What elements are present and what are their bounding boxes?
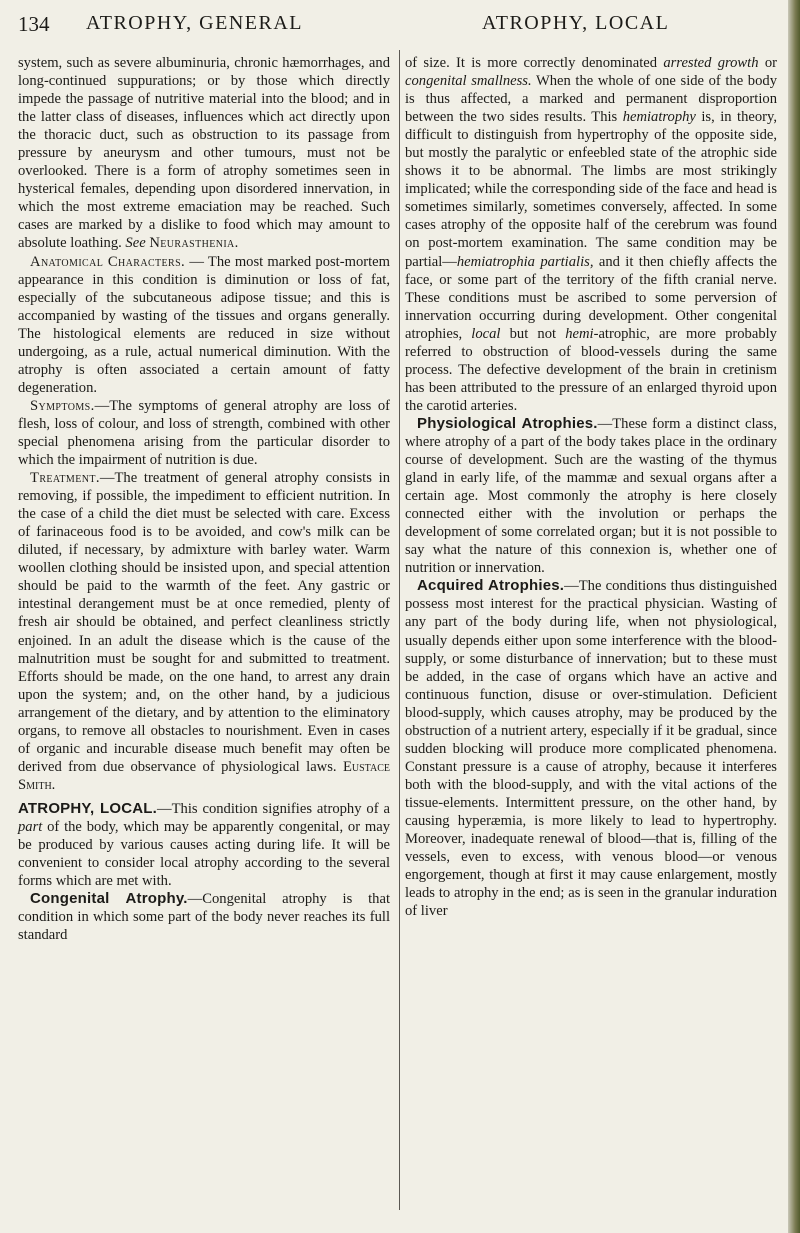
running-head-left: ATROPHY, GENERAL xyxy=(86,12,303,34)
page-number: 134 xyxy=(18,12,50,36)
paragraph-congenital-atrophy: Congenital Atrophy.—Congenital atrophy is that condition in which some part of the body never reaches its full standard xyxy=(18,890,390,944)
paragraph-anatomical-characters: Anatomical Characters. — The most marked post-mortem appearance in this condition is diminution or loss of fat, especially of the subcutaneous adipose tissue; and this is accompanied by wasting of the tissues and organs generally. The histological elements are reduced in size without undergoing, as a rule, actual numerical diminution. With the atrophy is often associated a certain amount of fatty degeneration. xyxy=(18,253,390,396)
paragraph-symptoms: Symptoms.—The symptoms of general atrophy are loss of flesh, loss of colour, and loss of strength, combined with other special phenomena arising from the particular disorder to which the impairment of nutrition is due. xyxy=(18,397,390,469)
author-signature: Eustace Smith. xyxy=(18,758,390,793)
subsection-title: Congenital Atrophy. xyxy=(30,890,188,908)
left-column xyxy=(18,54,390,944)
right-column xyxy=(405,54,777,920)
running-header xyxy=(18,12,776,38)
paragraph-treatment: Treatment.—The treatment of general atrophy consists in removing, if possible, the impediment to efficient nutrition. In the case of a child the diet must be selected with care. Excess of farinaceous food is to be avoided, and cow's milk can be diluted, if necessary, by admixture with barley water. Warm woollen clothing should be insisted upon, and special attention should be paid to the warmth of the feet. Any gastric or intestinal derangement must be at once remedied, plenty of fresh air should be obtained, and perfect cleanliness strictly enjoined. In an adult the disease which is the cause of the malnutrition must be sought for and submitted to treatment. Efforts should be made, on the one hand, to arrest any drain upon the system; and, on the other hand, by a judicious arrangement of the dietary, and by attention to the eliminatory organs, to remove all obstacles to nourishment. Even in cases of organic and incurable disease much benefit may often be derived from due observance of physiological laws. Eustace Smith. xyxy=(18,470,390,793)
subsection-title: Physiological Atrophies. xyxy=(417,414,598,432)
cross-reference-link[interactable]: Neurasthenia. xyxy=(149,235,239,252)
paragraph-congenital-cont: of size. It is more correctly denominated arrested growth or congenital smallness. When the whole of one side of the body is thus affected, a marked and permanent disproportion between the two sides results. This hemiatrophy is, in theory, difficult to distinguish from hypertrophy of the opposite side, but mostly the paralytic or enfeebled state of the atrophic side shows it to be abnormal. The limbs are most strikingly implicated; while the corresponding side of the face and head is sometimes similarly, sometimes conversely, affected. In some cases atrophy of the opposite half of the cerebrum was found on post-mortem examination. The same condition may be partial—hemiatrophia partialis, and it then chiefly affects the face, or some part of the territory of the fifth cranial nerve. These conditions must be ascribed to some perversion of innervation occurring during development. Other congenital atrophies, local but not hemi-atrophic, are more probably referred to obstruction of blood-vessels during the same process. The defective development of the brain in cretinism has been attributed to the pressure of an enlarged thyroid upon the carotid arteries. xyxy=(405,55,778,414)
paragraph-acquired-atrophies: Acquired Atrophies.—The conditions thus distinguished possess most interest for the practical physician. Wasting of any part of the body during life, when not physiological, usually depends either upon some interference with the blood-supply, or some disturbance of innervation; but to these must be added, in the case of organs which have an active and continuous function, disuse or over-stimulation. Deficient blood-supply, which causes atrophy, may be produced by the obstruction of a nutrient artery, especially if it be gradual, since sudden blocking will produce more complicated phenomena. Constant pressure is a cause of atrophy, because it interferes both with the blood-supply, and with the vital actions of the tissue-elements. Intermittent pressure, on the other hand, by causing hyperæmia, is more likely to lead to hypertrophy. Moreover, inadequate renewal of blood—that is, filling of the vessels, even to excess, with venous blood—or venous engorgement, though at first it may cause enlargement, mostly leads to atrophy in the end; as is seen in the granular induration of liver xyxy=(405,577,778,920)
page-edge xyxy=(788,0,800,1233)
paragraph-general-causes: system, such as severe albuminuria, chronic hæmorrhages, and long-continued suppurations; or by those which directly impede the passage of nutritive material into the blood; and in the latter class of diseases, influences which act directly upon the thoracic duct, such as obstruction to its passage from pressure by aneurysm and other tumours, must not be overlooked. There is a form of atrophy sometimes seen in hysterical females, depending upon disordered innervation, in which the most extreme emaciation may be reached. Such cases are marked by a dislike to food which may amount to absolute loathing. See Neurasthenia. xyxy=(18,55,390,252)
column-divider xyxy=(399,50,400,1210)
subsection-title: Acquired Atrophies. xyxy=(417,577,565,595)
section-label: Anatomical Characters. xyxy=(30,253,186,270)
paragraph-physiological-atrophies: Physiological Atrophies.—These form a distinct class, where atrophy of a part of the body takes place in the ordinary course of development. Such are the wasting of the thymus gland in early life, of the mammæ and sexual organs after a certain age. Most commonly the atrophy is here closely connected either with the involution or perhaps the development of some correlated organ; but it is not possible to say what the nature of this connexion is, whether one of nutrition or innervation. xyxy=(405,414,777,577)
section-label: Symptoms. xyxy=(30,397,95,414)
running-head-right: ATROPHY, LOCAL xyxy=(482,12,670,34)
paragraph-atrophy-local: ATROPHY, LOCAL.—This condition signifies atrophy of a part of the body, which may be apparently congenital, or may be produced by various causes acting during life. It will be convenient to consider local atrophy according to the several forms which are met with. xyxy=(18,799,390,890)
entry-title: ATROPHY, LOCAL. xyxy=(18,799,158,817)
section-label: Treatment. xyxy=(30,470,100,487)
